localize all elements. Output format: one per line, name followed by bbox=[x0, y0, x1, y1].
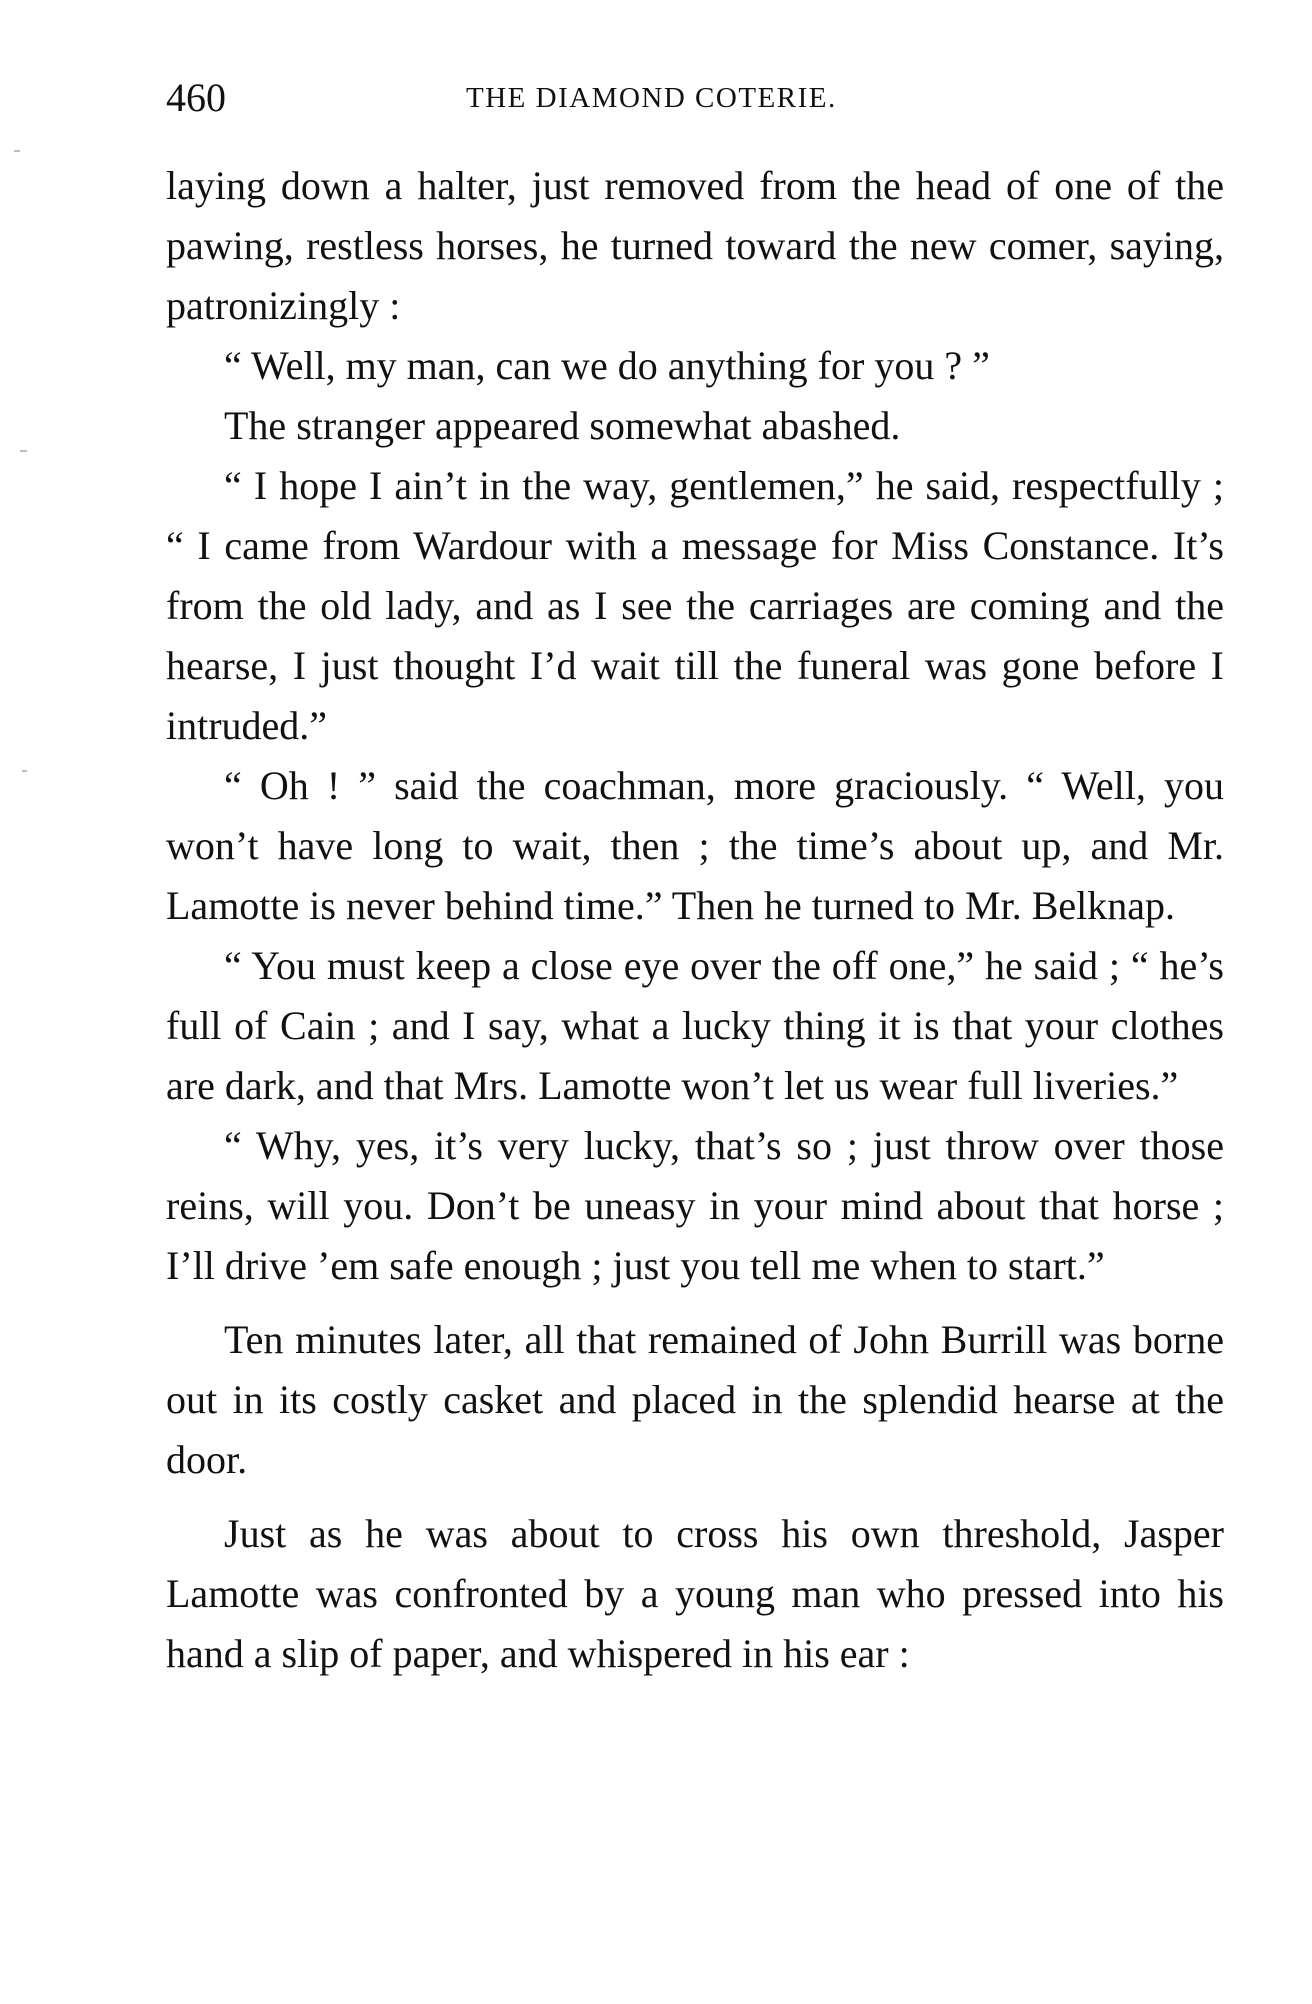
paragraph: Just as he was about to cross his own threshold, Jasper Lamotte was confronted by a young man who pressed into his hand a slip of paper, and whispered in his ear : bbox=[166, 1511, 1224, 1676]
margin-speck bbox=[22, 770, 27, 772]
paragraph: “ I hope I ain’t in the way, gentlemen,” he said, respectfully ; “ I came from Wardour with a message for Miss Constance. It’s from the old lady, and as I see the carriages are coming and the hearse, I just thought I’d wait till the funeral was gone before I intruded.” bbox=[166, 463, 1224, 748]
page-number: 460 bbox=[166, 75, 226, 120]
paragraph: Ten minutes later, all that remained of John Burrill was borne out in its costly casket and placed in the splendid hearse at the door. bbox=[166, 1317, 1224, 1482]
body-text bbox=[166, 156, 1224, 1684]
paragraph-continued: laying down a halter, just removed from the head of one of the pawing, restless horses, he turned toward the new comer, saying, patronizingly : bbox=[166, 163, 1224, 328]
paragraph: “ Well, my man, can we do anything for you ? ” bbox=[224, 343, 990, 388]
paragraph: “ Why, yes, it’s very lucky, that’s so ; just throw over those reins, will you. Don’t be uneasy in your mind about that horse ; I’ll drive ’em safe enough ; just you tell me when to start.” bbox=[166, 1123, 1224, 1288]
page-header bbox=[166, 68, 1224, 128]
paragraph: “ Oh ! ” said the coachman, more graciously. “ Well, you won’t have long to wait, then ; the time’s about up, and Mr. Lamotte is never behind time.” Then he turned to Mr. Belknap. bbox=[166, 763, 1224, 928]
margin-speck bbox=[20, 450, 27, 452]
paragraph: “ You must keep a close eye over the off one,” he said ; “ he’s full of Cain ; and I say, what a lucky thing it is that your clothes are dark, and that Mrs. Lamotte won’t let us wear full liveries.” bbox=[166, 943, 1224, 1108]
paragraph: The stranger appeared somewhat abashed. bbox=[224, 403, 901, 448]
margin-speck bbox=[14, 150, 20, 152]
running-title: THE DIAMOND COTERIE. bbox=[466, 82, 837, 114]
